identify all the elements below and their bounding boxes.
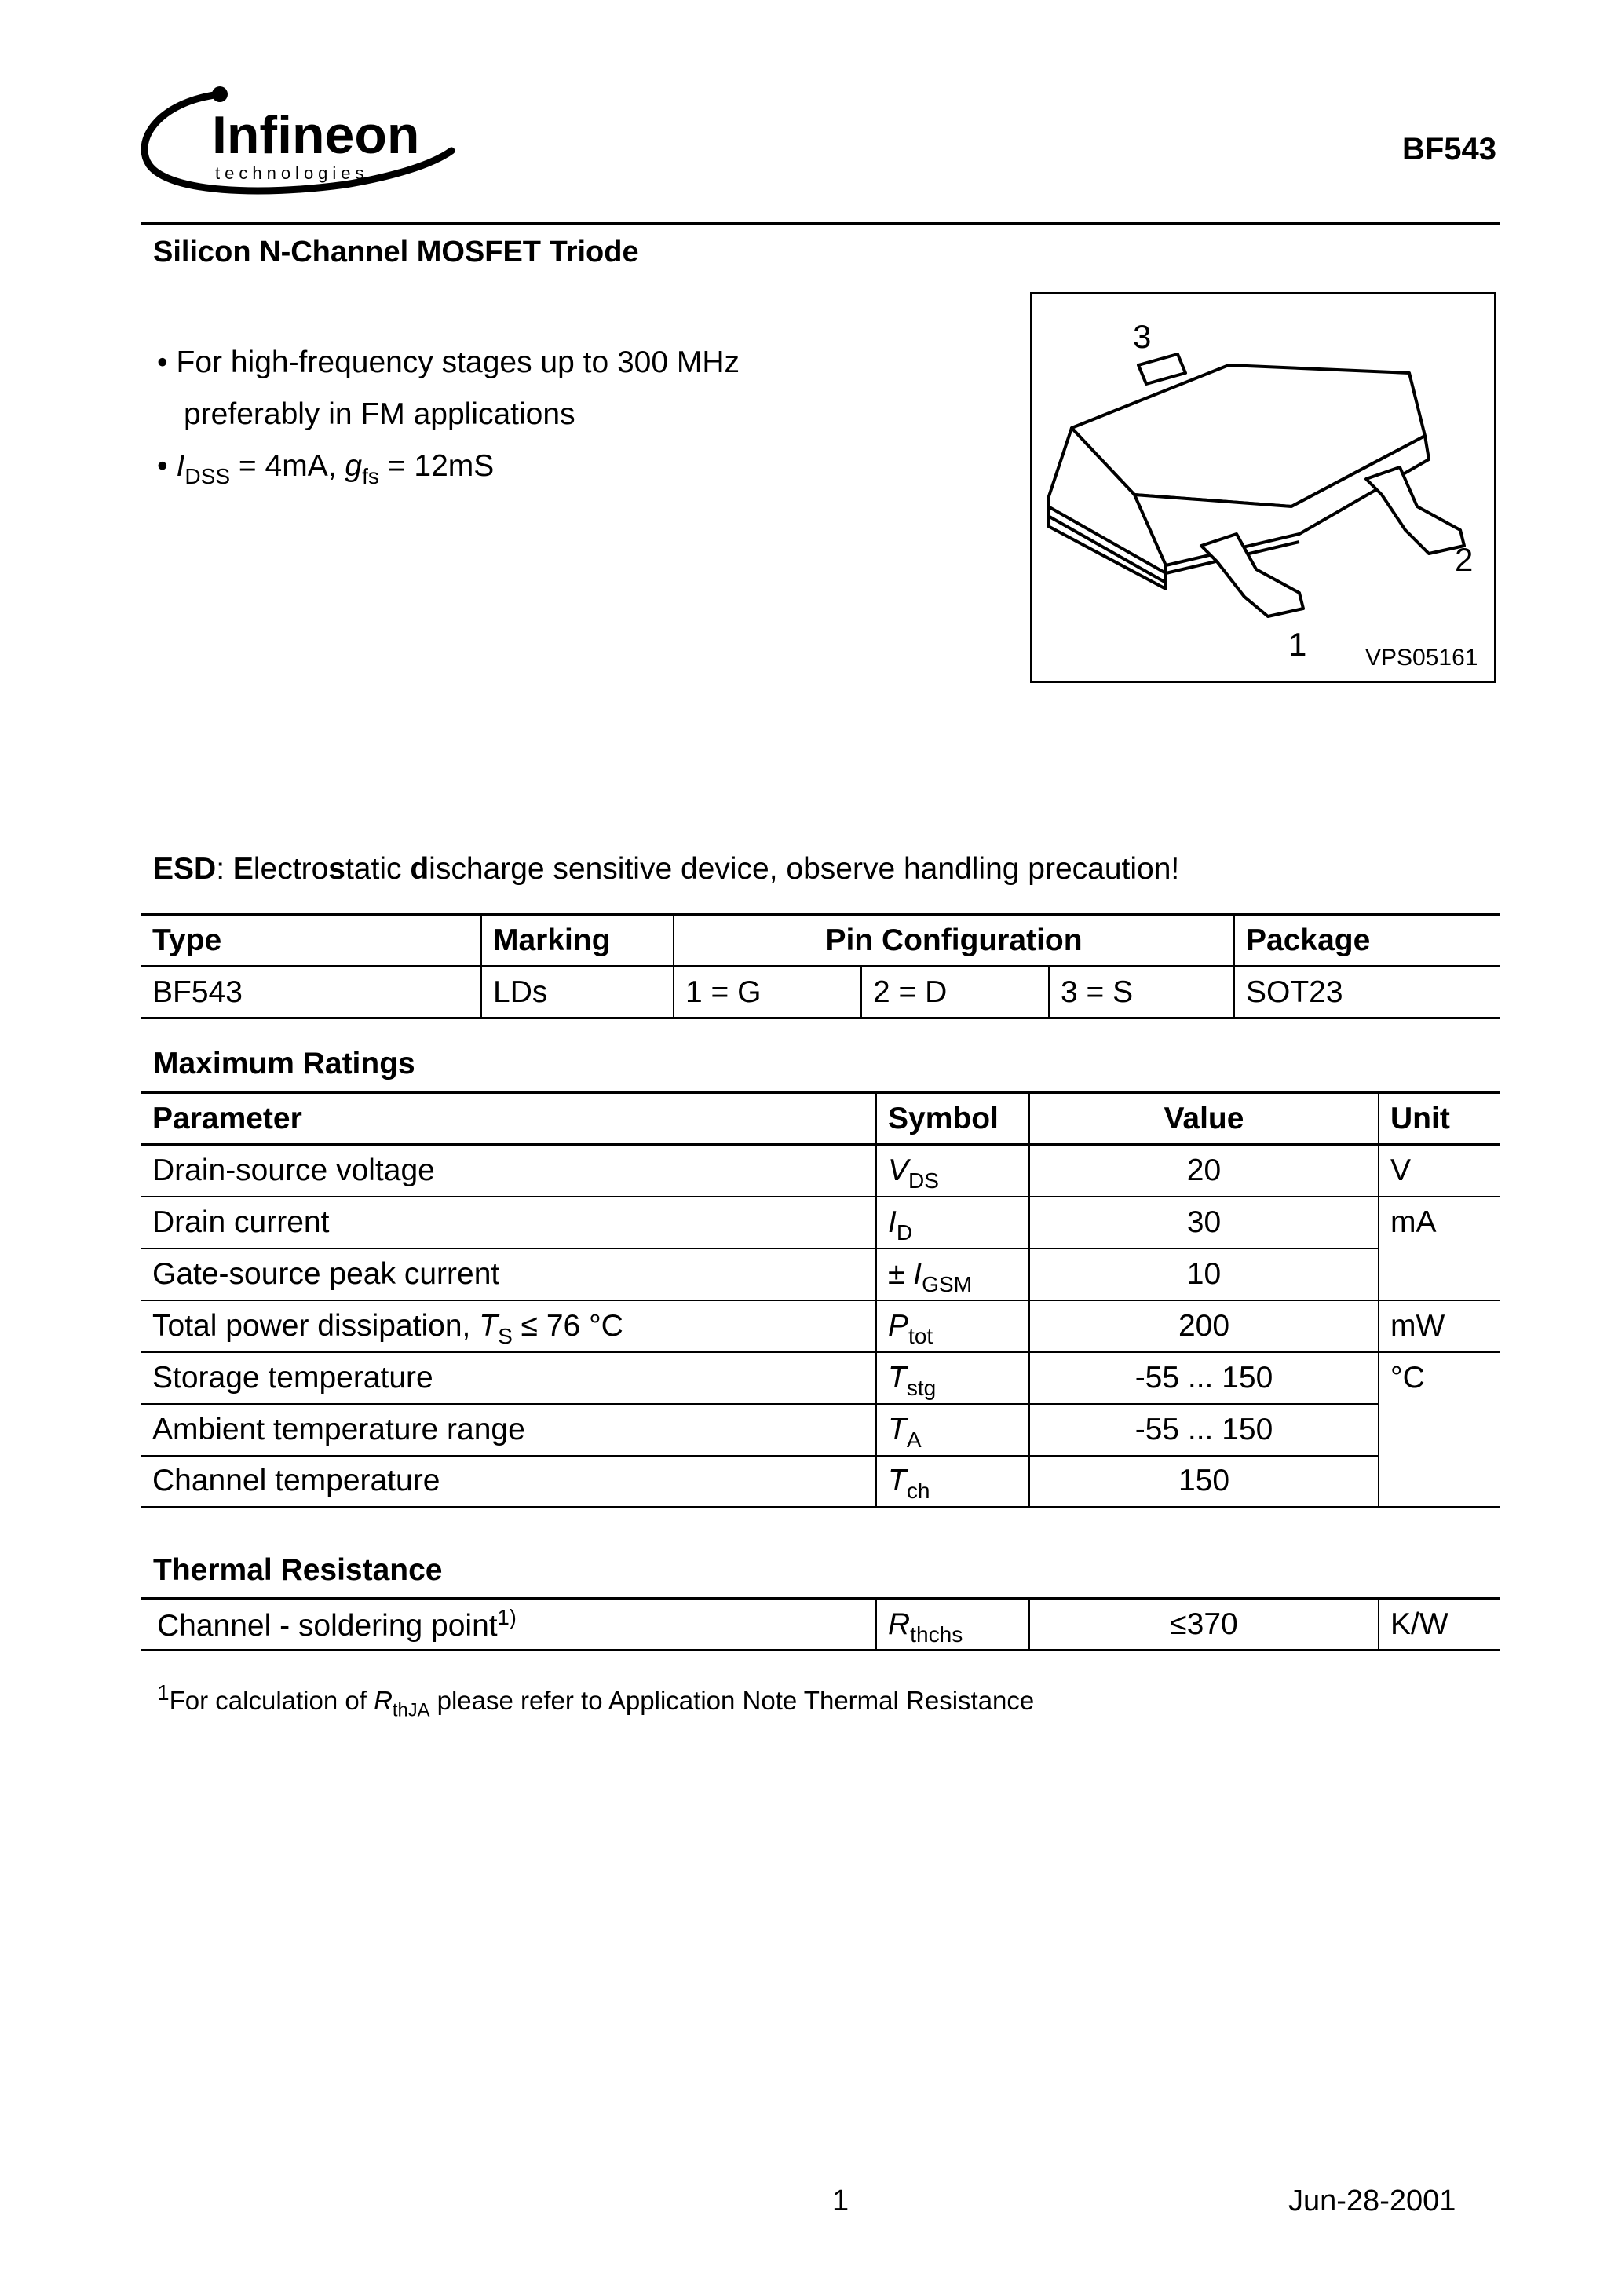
max-ratings-table bbox=[141, 1091, 1500, 1508]
infineon-logo bbox=[133, 79, 463, 196]
table-row: Drain current $I_D$ 30 mA bbox=[141, 1197, 1500, 1249]
type-table bbox=[141, 913, 1500, 1019]
table-row: Gate-source peak current ± $I_{GSM}$ 10 bbox=[141, 1249, 1500, 1300]
table-row: Channel temperature $T_{ch}$ 150 bbox=[141, 1456, 1500, 1508]
page-number: 1 bbox=[832, 2184, 849, 2217]
col-package: Package bbox=[1246, 923, 1371, 957]
bullet-dot: • bbox=[157, 449, 168, 483]
max-ratings-heading: Maximum Ratings bbox=[153, 1047, 415, 1080]
pin-1-label: 1 bbox=[1288, 626, 1307, 663]
table-row: BF543 LDs 1 = G 2 = D 3 = S SOT23 bbox=[141, 967, 1500, 1018]
drawing-code: VPS05161 bbox=[1365, 645, 1478, 671]
max-ratings-header: Parameter Symbol Value Unit bbox=[141, 1093, 1500, 1145]
esd-notice: ESD: Electrostatic discharge sensitive device, observe handling precaution! bbox=[153, 852, 1180, 886]
document-title: Silicon N-Channel MOSFET Triode bbox=[153, 236, 639, 269]
col-type: Type bbox=[141, 915, 481, 967]
table-row: Ambient temperature range $T_A$ -55 ... 150 bbox=[141, 1404, 1500, 1456]
table-row: Channel - soldering point$^{1)}$ $R_{thchs}$ ≤370 K/W bbox=[141, 1599, 1500, 1651]
footnote: $^1$For calculation of $R_{thJA}$ please refer to Application Note Thermal Resistance bbox=[157, 1680, 1035, 1721]
thermal-heading: Thermal Resistance bbox=[153, 1553, 443, 1587]
package-drawing bbox=[1030, 292, 1496, 683]
bullet-dot: • bbox=[157, 345, 168, 379]
pin-2-label: 2 bbox=[1455, 541, 1474, 578]
table-row: Drain-source voltage $V_{DS}$ 20 V bbox=[141, 1145, 1500, 1197]
feature-bullet-1 bbox=[157, 345, 740, 380]
logo-sub-text: technologies bbox=[215, 163, 369, 183]
logo-brand-text: Infineon bbox=[212, 105, 420, 165]
col-pin-configuration: Pin Configuration bbox=[674, 915, 1234, 967]
pin-3-label: 3 bbox=[1133, 318, 1152, 355]
document-date: Jun-28-2001 bbox=[1288, 2184, 1456, 2217]
col-marking: Marking bbox=[481, 915, 674, 967]
header-rule bbox=[141, 222, 1500, 225]
table-row: Total power dissipation, $T_S \le 76$ °C $P_{tot}$ 200 mW bbox=[141, 1300, 1500, 1352]
thermal-table bbox=[141, 1597, 1500, 1651]
feature-bullet-2: • $I_{DSS} = 4mA$, $g_{fs} = 12mS$ bbox=[157, 449, 495, 488]
part-number-header: BF543 bbox=[1401, 132, 1496, 166]
type-table-header bbox=[141, 915, 1500, 967]
table-row: Storage temperature $T_{stg}$ -55 ... 150 °C bbox=[141, 1352, 1500, 1404]
feature-text: For high-frequency stages up to 300 MHz bbox=[176, 345, 740, 379]
feature-bullet-1-cont: preferably in FM applications bbox=[184, 397, 575, 431]
